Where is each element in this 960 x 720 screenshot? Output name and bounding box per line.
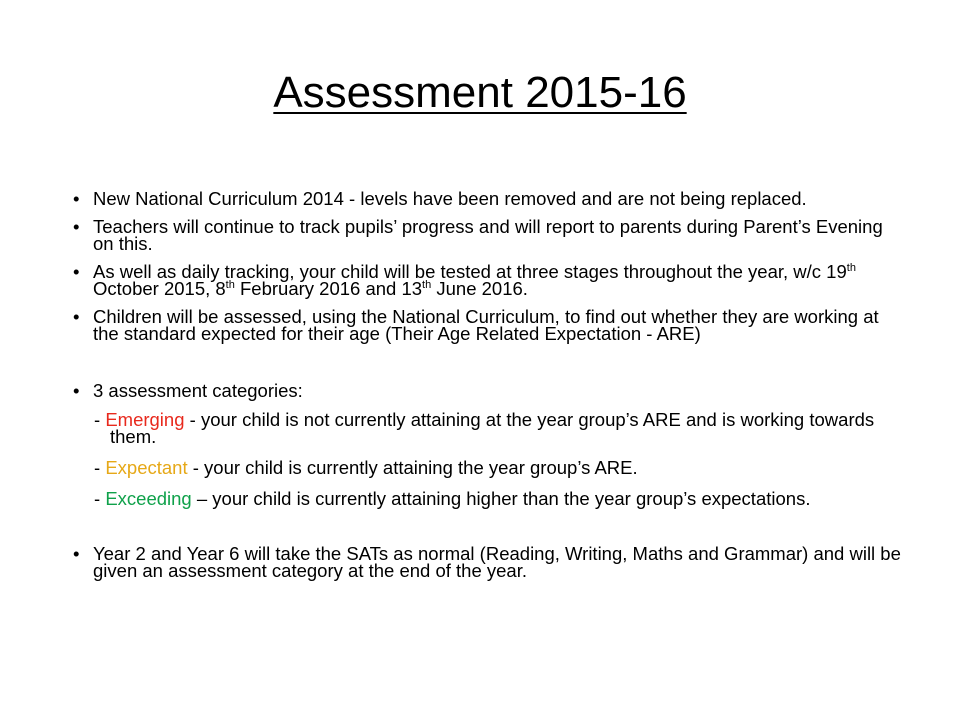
bullet-text — [93, 261, 856, 299]
bullet-item-tracking — [73, 218, 903, 252]
slide-title: Assessment 2015-16 — [273, 68, 687, 117]
bullet-item-tested-dates — [73, 263, 903, 297]
bullet-item-sats — [73, 545, 903, 579]
ordinal-suffix: th — [422, 278, 432, 291]
bullet-item-categories-heading — [73, 382, 903, 399]
bullet-text: Year 2 and Year 6 will take the SATs as normal (Reading, Writing, Maths and Grammar) and will be given an assessment category at the end of the year. — [93, 543, 901, 581]
ordinal-suffix: th — [225, 278, 235, 291]
text-part: February 2016 and 13 — [234, 278, 423, 299]
category-emerging — [77, 411, 903, 445]
bullet-text: 3 assessment categories: — [93, 380, 303, 401]
bullet-dot: • — [73, 188, 80, 209]
text-part: As well as daily tracking, your child will be tested at three stages throughout the year, w/c 19 — [93, 261, 847, 282]
slide-body — [73, 190, 903, 579]
category-expectant — [77, 459, 903, 476]
category-prefix: - — [94, 457, 106, 478]
bullet-text: New National Curriculum 2014 - levels have been removed and are not being replaced. — [93, 188, 807, 209]
category-prefix: - — [94, 488, 106, 509]
category-text: – your child is currently attaining higher than the year group’s expectations. — [191, 488, 811, 509]
bullet-item-assessed — [73, 308, 903, 342]
bullet-dot: • — [73, 261, 80, 282]
category-name: Expectant — [105, 457, 188, 478]
bullet-dot: • — [73, 543, 80, 564]
category-prefix: - — [94, 409, 106, 430]
ordinal-suffix: th — [846, 261, 856, 274]
category-text: - your child is currently attaining the year group’s ARE. — [187, 457, 638, 478]
text-part: October 2015, 8 — [93, 278, 226, 299]
category-name: Exceeding — [105, 488, 192, 509]
bullet-text: Teachers will continue to track pupils’ progress and will report to parents during Parent’s Evening on this. — [93, 216, 883, 254]
bullet-item-curriculum — [73, 190, 903, 207]
bullet-dot: • — [73, 306, 80, 327]
bullet-text: Children will be assessed, using the National Curriculum, to find out whether they are working at the standard expected for their age (Their Age Related Expectation - ARE) — [93, 306, 879, 344]
category-text: - your child is not currently attaining at the year group’s ARE and is working towards them. — [110, 409, 875, 447]
category-name: Emerging — [105, 409, 185, 430]
category-exceeding — [77, 490, 903, 507]
bullet-dot: • — [73, 216, 80, 237]
bullet-dot: • — [73, 380, 80, 401]
text-part: June 2016. — [431, 278, 528, 299]
